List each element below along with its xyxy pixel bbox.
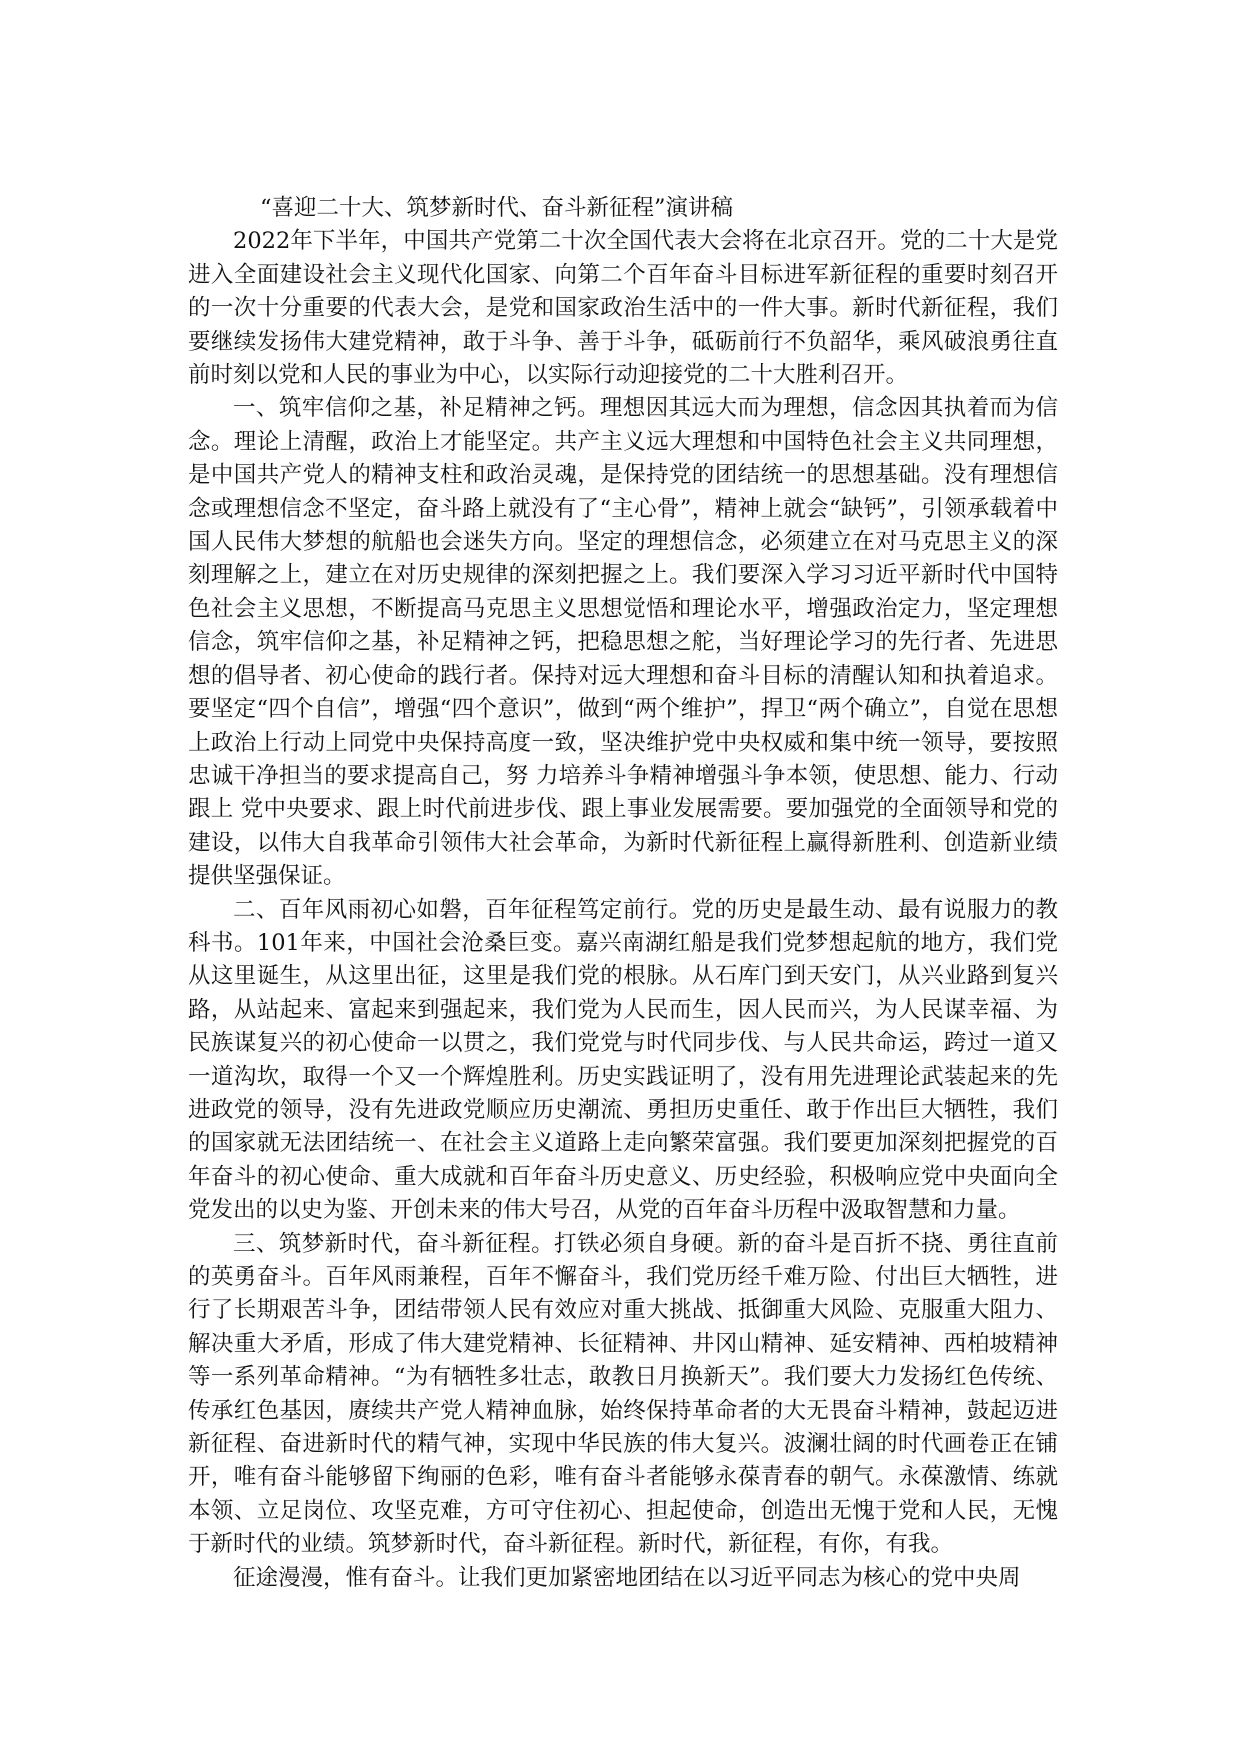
document-body (188, 192, 1058, 1595)
paragraph-intro: 2022年下半年，中国共产党第二十次全国代表大会将在北京召开。党的二十大是党进入全面建设社会主义现代化国家、向第二个百年奋斗目标进军新征程的重要时刻召开的一次十分重要的代表大会，是党和国家政治生活中的一件大事。新时代新征程，我们要继续发扬伟大建党精神，敢于斗争、善于斗争，砥砺前行不负韶华，乘风破浪勇往直前时刻以党和人民的事业为中心，以实际行动迎接党的二十大胜利召开。 (188, 228, 1058, 389)
paragraph-section-1: 一、筑牢信仰之基，补足精神之钙。理想因其远大而为理想，信念因其执着而为信念。理论上清醒，政治上才能坚定。共产主义远大理想和中国特色社会主义共同理想，是中国共产党人的精神支柱和政治灵魂，是保持党的团结统一的思想基础。没有理想信念或理想信念不坚定，奋斗路上就没有了“主心骨”，精神上就会“缺钙”，引领承载着中国人民伟大梦想的航船也会迷失方向。坚定的理想信念，必须建立在对马克思主义的深刻理解之上，建立在对历史规律的深刻把握之上。我们要深入学习习近平新时代中国特色社会主义思想，不断提高马克思主义思想觉悟和理论水平，增强政治定力，坚定理想信念，筑牢信仰之基，补足精神之钙，把稳思想之舵，当好理论学习的先行者、先进思想的倡导者、初心使命的践行者。保持对远大理想和奋斗目标的清醒认知和执着追求。要坚定“四个自信”，增强“四个意识”，做到“两个维护”，捍卫“两个确立”，自觉在思想上政治上行动上同党中央保持高度一致，坚决维护党中央权威和集中统一领导，要按照忠诚干净担当的要求提高自己，努 力培养斗争精神增强斗争本领，使思想、能力、行动跟上 党中央要求、跟上时代前进步伐、跟上事业发展需要。要加强党的全面领导和党的建设，以伟大自我革命引领伟大社会革命，为新时代新征程上赢得新胜利、创造新业绩提供坚强保证。 (188, 395, 1058, 890)
document-title: “喜迎二十大、筑梦新时代、奋斗新征程”演讲稿 (260, 195, 734, 221)
paragraph-closing: 征途漫漫，惟有奋斗。让我们更加紧密地团结在以习近平同志为核心的党中央周 (233, 1564, 1021, 1591)
paragraph-section-3: 三、筑梦新时代，奋斗新征程。打铁必须自身硬。新的奋斗是百折不挠、勇往直前的英勇奋斗。百年风雨兼程，百年不懈奋斗，我们党历经千难万险、付出巨大牺牲，进行了长期艰苦斗争，团结带领人民有效应对重大挑战、抵御重大风险、克服重大阻力、解决重大矛盾，形成了伟大建党精神、长征精神、井冈山精神、延安精神、西柏坡精神等一系列革命精神。“为有牺牲多壮志，敢教日月换新天”。我们要大力发扬红色传统、传承红色基因，赓续共产党人精神血脉，始终保持革命者的大无畏奋斗精神，鼓起迈进新征程、奋进新时代的精气神，实现中华民族的伟大复兴。波澜壮阔的时代画卷正在铺开，唯有奋斗能够留下绚丽的色彩，唯有奋斗者能够永葆青春的朝气。永葆激情、练就本领、立足岗位、攻坚克难，方可守住初心、担起使命，创造出无愧于党和人民，无愧于新时代的业绩。筑梦新时代，奋斗新征程。新时代，新征程，有你，有我。 (188, 1230, 1058, 1558)
paragraph-section-2: 二、百年风雨初心如磐，百年征程笃定前行。党的历史是最生动、最有说服力的教科书。101年来，中国社会沧桑巨变。嘉兴南湖红船是我们党梦想起航的地方，我们党从这里诞生，从这里出征，这里是我们党的根脉。从石库门到天安门，从兴业路到复兴路，从站起来、富起来到强起来，我们党为人民而生，因人民而兴，为人民谋幸福、为民族谋复兴的初心使命一以贯之，我们党党与时代同步伐、与人民共命运，跨过一道又一道沟坎，取得一个又一个辉煌胜利。历史实践证明了，没有用先进理论武装起来的先进政党的领导，没有先进政党顺应历史潮流、勇担历史重任、敢于作出巨大牺牲，我们的国家就无法团结统一、在社会主义道路上走向繁荣富强。我们要更加深刻把握党的百年奋斗的初心使命、重大成就和百年奋斗历史意义、历史经验，积极响应党中央面向全党发出的以史为鉴、开创未来的伟大号召，从党的百年奋斗历程中汲取智慧和力量。 (188, 896, 1058, 1224)
